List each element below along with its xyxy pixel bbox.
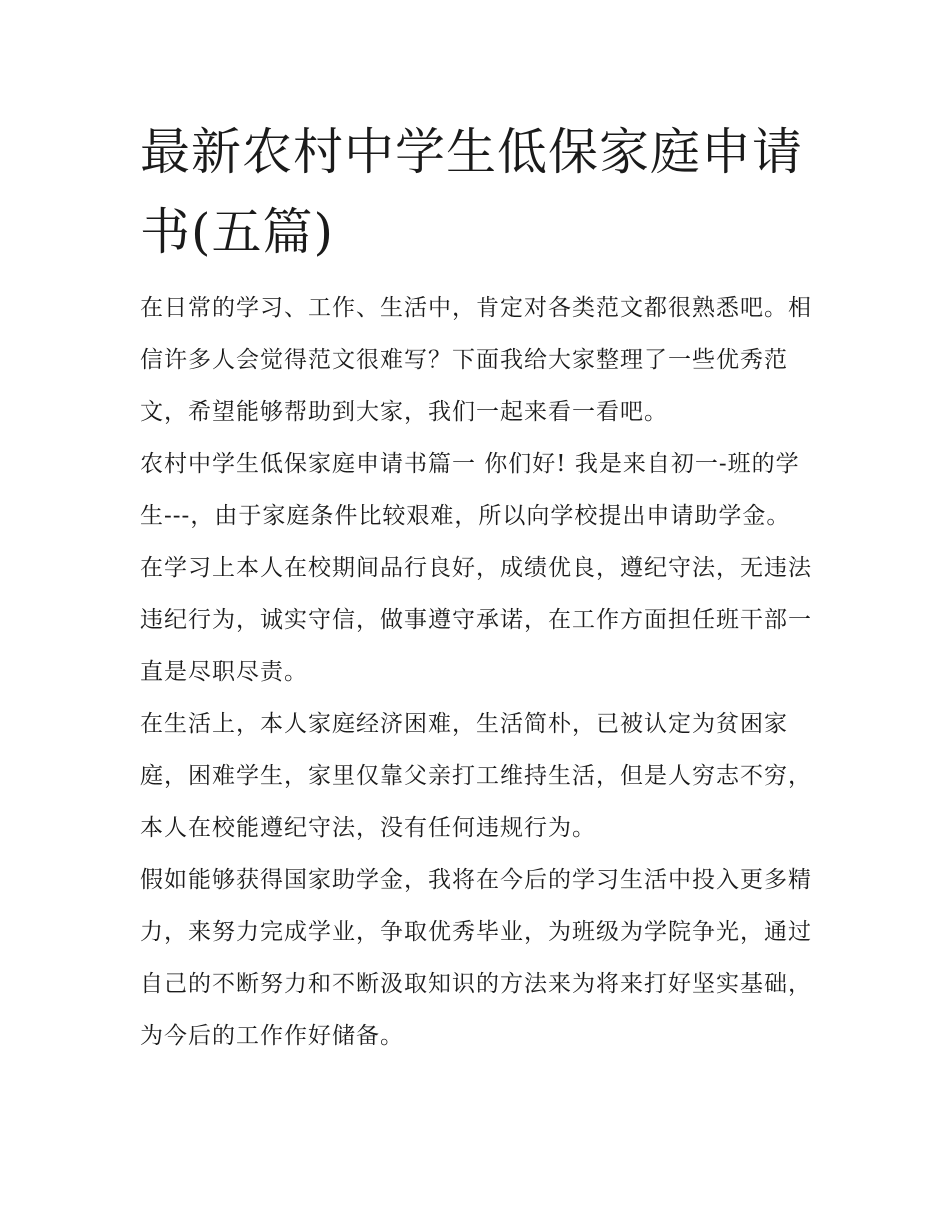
document-page	[140, 112, 820, 1062]
paragraph-intro: 在日常的学习、工作、生活中，肯定对各类范文都很熟悉吧。相信许多人会觉得范文很难写？下面我给大家整理了一些优秀范文，希望能够帮助到大家，我们一起来看一看吧。	[140, 295, 812, 425]
paragraph-plan: 假如能够获得国家助学金，我将在今后的学习生活中投入更多精力，来努力完成学业，争取优秀毕业，为班级为学院争光，通过自己的不断努力和不断汲取知识的方法来为将来打好坚实基础，为今后的工作作好储备。	[140, 867, 812, 1049]
document-title: 最新农村中学生低保家庭申请书(五篇)	[140, 123, 803, 261]
paragraph-life: 在生活上，本人家庭经济困难，生活简朴，已被认定为贫困家庭，困难学生，家里仅靠父亲打工维持生活，但是人穷志不穷，本人在校能遵纪守法，没有任何违规行为。	[140, 711, 812, 841]
paragraph-study: 在学习上本人在校期间品行良好，成绩优良，遵纪守法，无违法违纪行为，诚实守信，做事遵守承诺，在工作方面担任班干部一直是尽职尽责。	[140, 555, 812, 685]
paragraph-greeting: 农村中学生低保家庭申请书篇一 你们好! 我是来自初一-班的学生---，由于家庭条件比较艰难，所以向学校提出申请助学金。	[140, 451, 800, 529]
